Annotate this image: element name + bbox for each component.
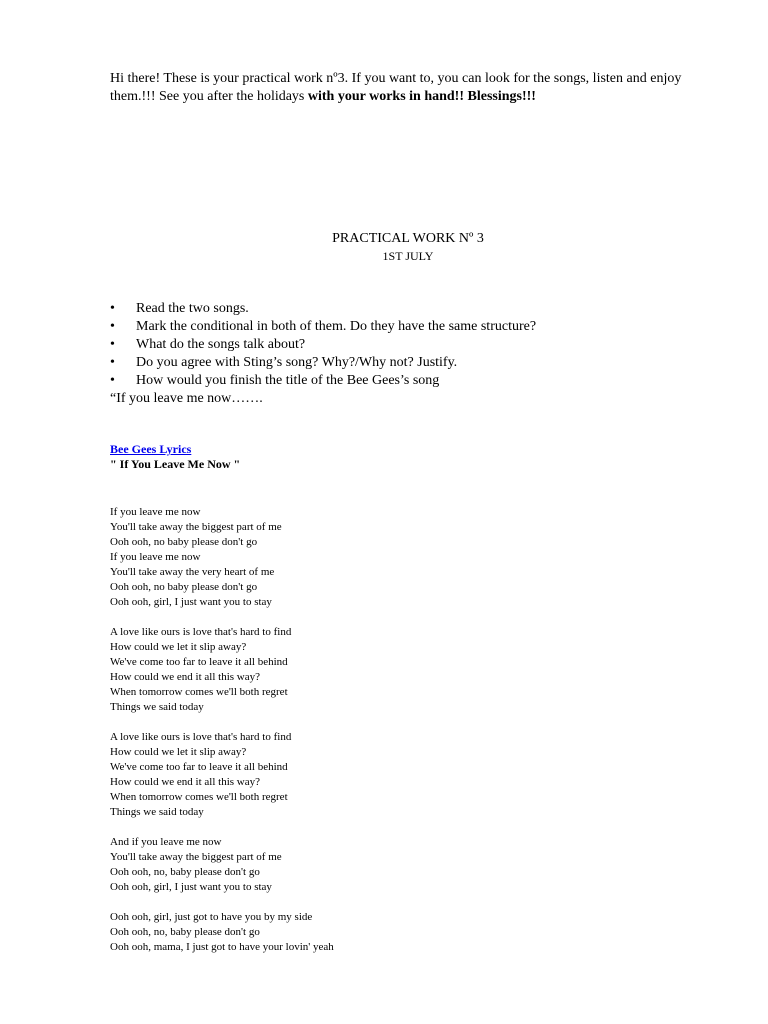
lyric-line: Things we said today (110, 701, 204, 713)
task-text: Mark the conditional in both of them. Do they have the same structure? (136, 319, 537, 334)
lyric-line: Ooh ooh, no baby please don't go (110, 536, 258, 548)
lyric-line: Things we said today (110, 806, 204, 818)
lyric-line: If you leave me now (110, 506, 201, 518)
task-item (110, 300, 536, 318)
lyric-line: Ooh ooh, girl, I just want you to stay (110, 881, 272, 893)
lyric-line: And if you leave me now (110, 836, 222, 848)
bullet-icon: • (110, 355, 115, 370)
lyric-line: How could we let it slip away? (110, 746, 247, 758)
lyrics-stanza (110, 505, 334, 610)
bullet-icon: • (110, 337, 115, 352)
task-item (110, 336, 536, 354)
song-title-prompt: “If you leave me now……. (110, 391, 263, 406)
task-item (110, 318, 536, 336)
task-item (110, 372, 536, 390)
lyric-line: We've come too far to leave it all behind (110, 656, 288, 668)
lyrics-stanza (110, 730, 334, 820)
lyric-line: Ooh ooh, mama, I just got to have your lovin' yeah (110, 941, 334, 953)
task-text: Do you agree with Sting’s song? Why?/Why not? Justify. (136, 355, 458, 370)
bullet-icon: • (110, 301, 115, 316)
lyric-line: A love like ours is love that's hard to find (110, 731, 292, 743)
task-text: What do the songs talk about? (136, 337, 306, 352)
lyric-line: Ooh ooh, no, baby please don't go (110, 866, 260, 878)
lyric-line: Ooh ooh, no baby please don't go (110, 581, 258, 593)
lyric-line: You'll take away the biggest part of me (110, 851, 282, 863)
page-date: 1ST JULY (382, 249, 434, 263)
lyric-line: How could we end it all this way? (110, 671, 260, 683)
lyric-line: When tomorrow comes we'll both regret (110, 791, 288, 803)
lyrics-stanza (110, 910, 334, 955)
task-list (110, 300, 536, 390)
lyric-line: When tomorrow comes we'll both regret (110, 686, 288, 698)
intro-bold-text: with your works in hand!! Blessings!!! (307, 89, 536, 104)
bullet-icon: • (110, 319, 115, 334)
lyrics-stanza (110, 625, 334, 715)
lyric-line: A love like ours is love that's hard to find (110, 626, 292, 638)
lyric-line: Ooh ooh, girl, I just want you to stay (110, 596, 272, 608)
lyric-line: Ooh ooh, no, baby please don't go (110, 926, 260, 938)
task-item (110, 354, 536, 372)
lyric-line: Ooh ooh, girl, just got to have you by my side (110, 911, 313, 923)
page-title: PRACTICAL WORK Nº 3 (332, 231, 484, 246)
lyrics-stanza (110, 835, 334, 895)
bullet-icon: • (110, 373, 115, 388)
intro-text: Hi there! These is your practical work nº3. If you want to, you can look for the songs, listen and enjoy them.!!! See you after the holidays (110, 71, 682, 104)
task-text: How would you finish the title of the Bee Gees’s song (136, 373, 440, 388)
song-title: " If You Leave Me Now " (110, 457, 241, 471)
lyric-line: You'll take away the biggest part of me (110, 521, 282, 533)
intro-paragraph (110, 70, 720, 106)
lyric-line: How could we let it slip away? (110, 641, 247, 653)
lyric-line: How could we end it all this way? (110, 776, 260, 788)
task-text: Read the two songs. (136, 301, 249, 316)
lyric-line: We've come too far to leave it all behind (110, 761, 288, 773)
lyrics-block (110, 505, 334, 970)
lyric-line: You'll take away the very heart of me (110, 566, 275, 578)
lyric-line: If you leave me now (110, 551, 201, 563)
bee-gees-lyrics-link[interactable]: Bee Gees Lyrics (110, 442, 192, 456)
